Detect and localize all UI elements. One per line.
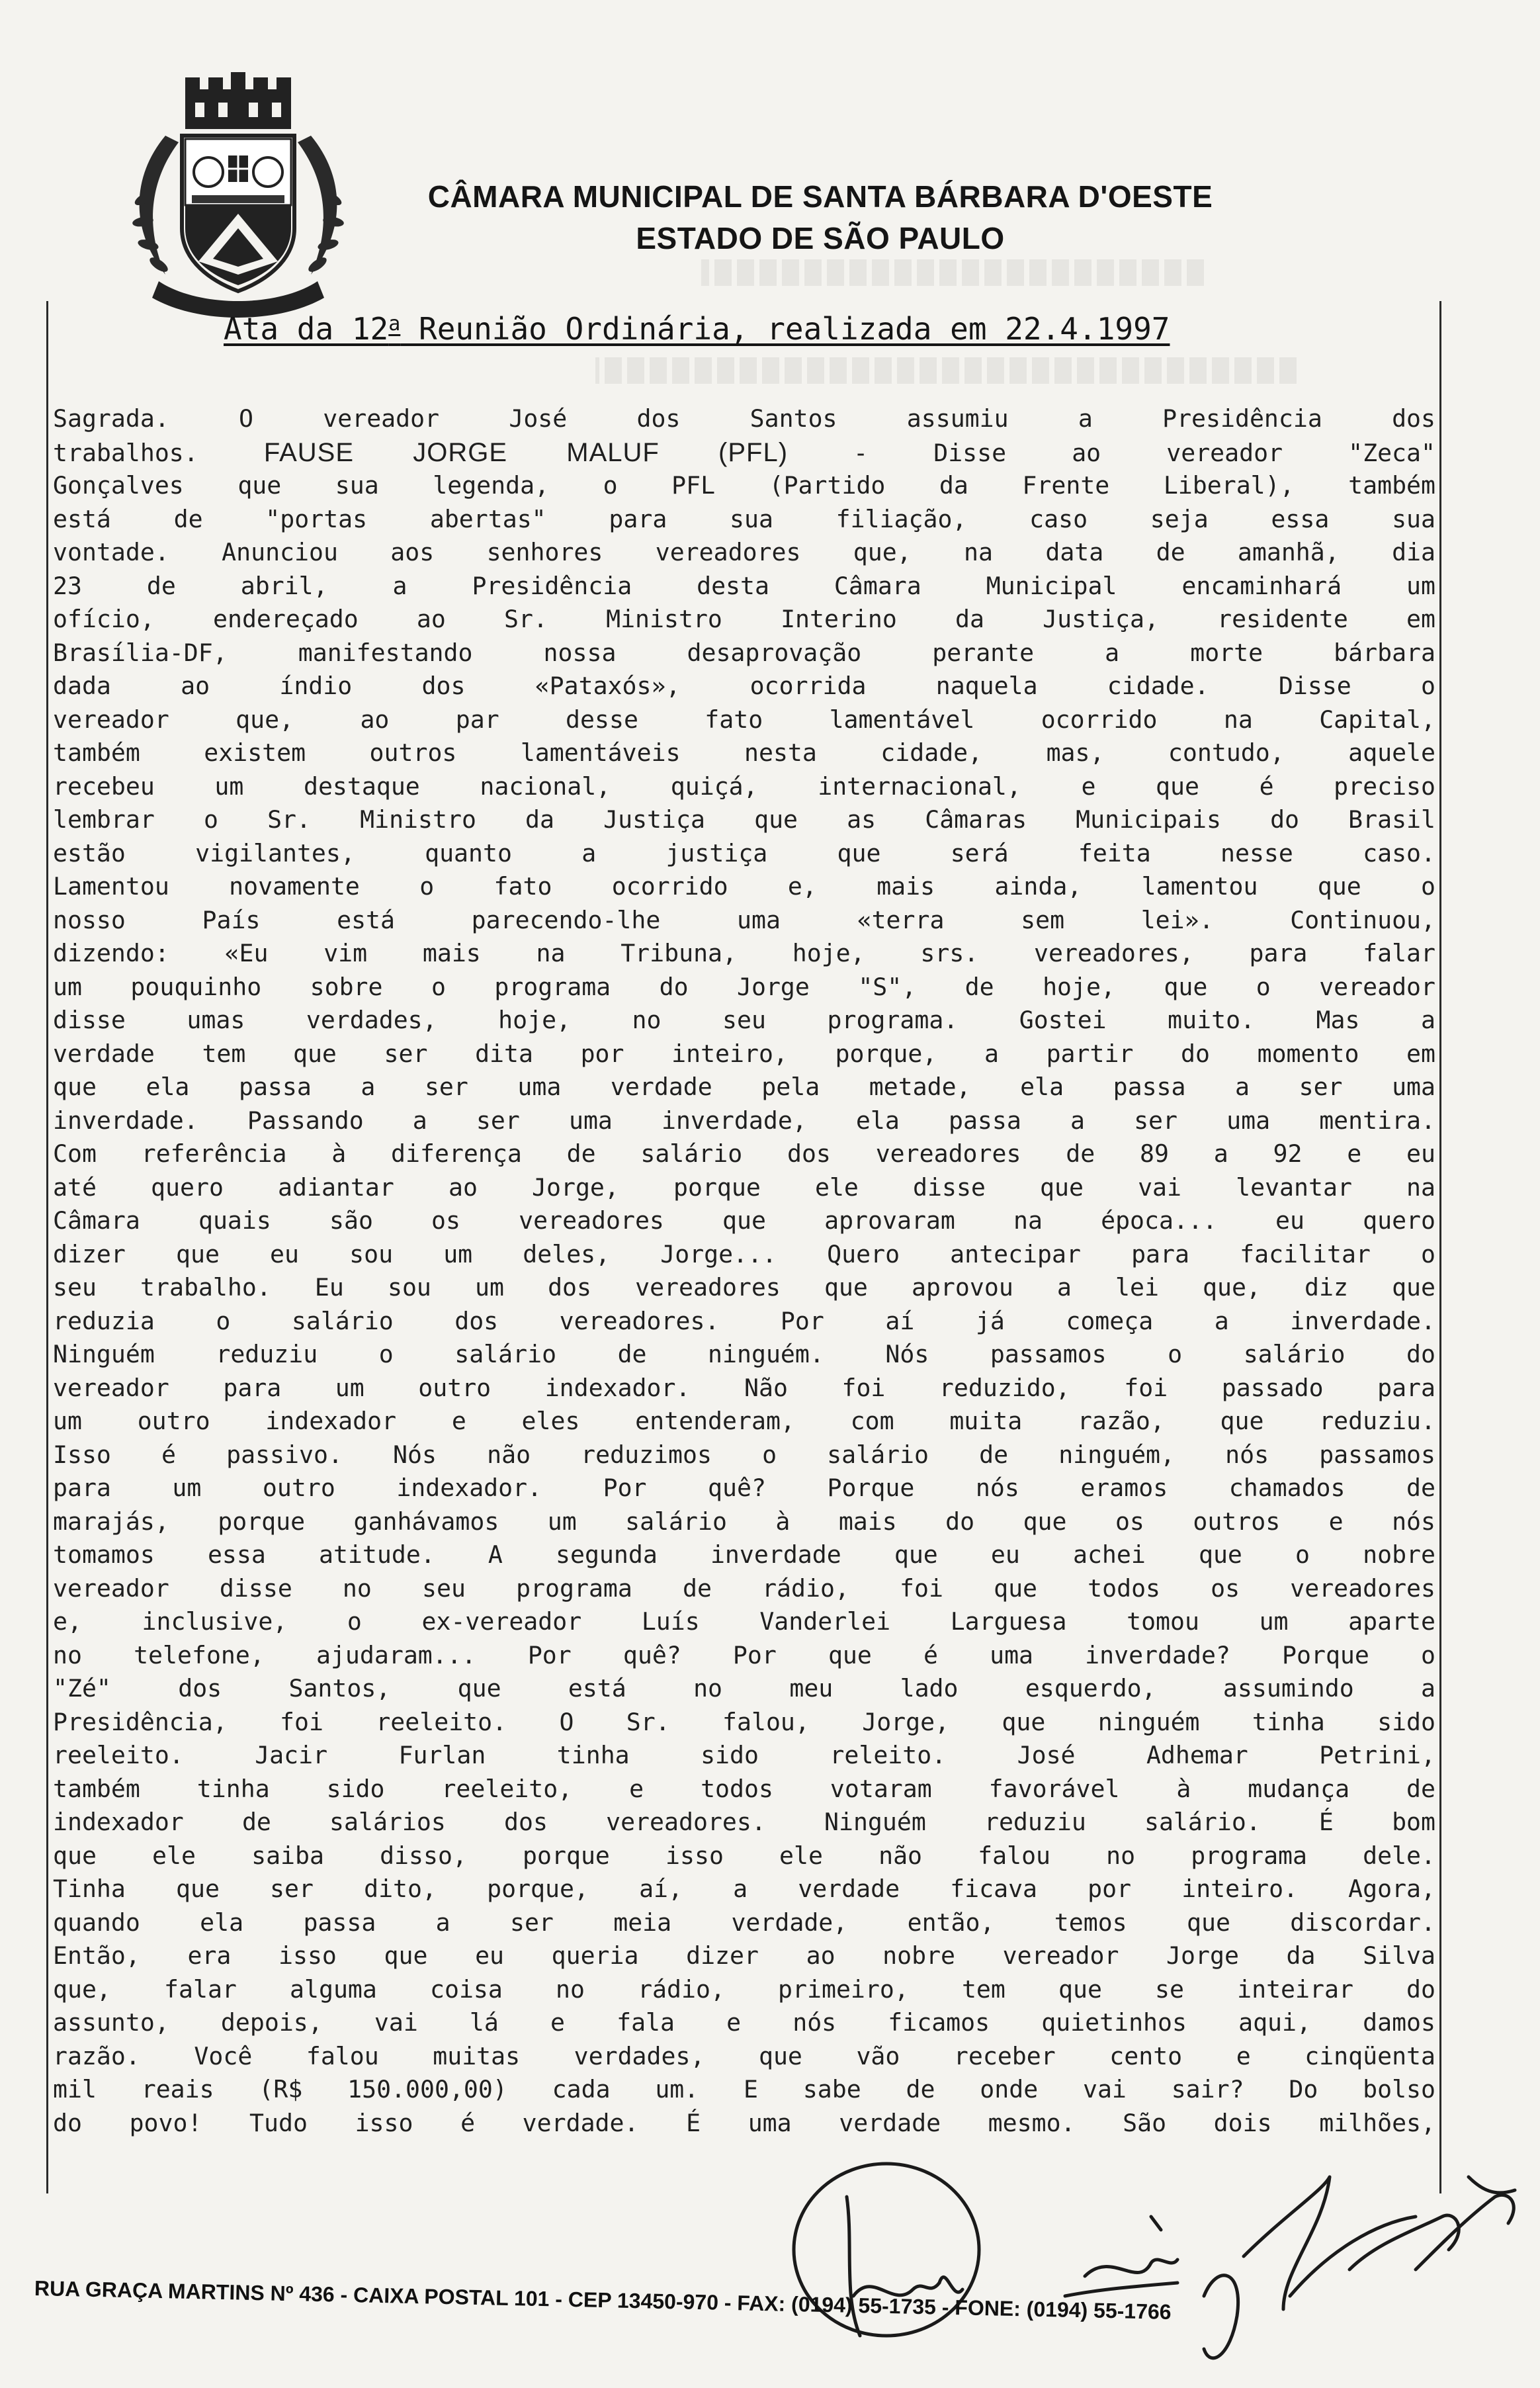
handwritten-signatures-icon xyxy=(781,2098,1540,2382)
body-line: reduzia o salário dos vereadores. Por aí já começa a inverdade. xyxy=(53,1306,1435,1335)
body-line: Presidência, foi reeleito. O Sr. falou, Jorge, que ninguém tinha sido xyxy=(53,1707,1435,1736)
body-line: Com referência à diferença de salário dos vereadores de 89 a 92 e eu xyxy=(53,1139,1435,1168)
body-line: mil reais (R$ 150.000,00) cada um. E sabe de onde vai sair? Do bolso xyxy=(53,2075,1435,2103)
body-line: Isso é passivo. Nós não reduzimos o salário de ninguém, nós passamos xyxy=(53,1440,1435,1469)
body-line: disse umas verdades, hoje, no seu programa. Gostei muito. Mas a xyxy=(53,1006,1435,1034)
speaker-name: FAUSE JORGE MALUF (PFL) xyxy=(263,437,789,467)
body-line: marajás, porque ganhávamos um salário à mais do que os outros e nós xyxy=(53,1507,1435,1536)
body-line: no telefone, ajudaram... Por quê? Por que é uma inverdade? Porque o xyxy=(53,1640,1435,1669)
minutes-title xyxy=(224,311,1170,347)
body-line: Câmara quais são os vereadores que aprovaram na época... eu quero xyxy=(53,1206,1435,1235)
bleed-through-mark xyxy=(701,259,1204,286)
body-line: vontade. Anunciou aos senhores vereadores que, na data de amanhã, dia xyxy=(53,538,1435,566)
municipal-crest-icon xyxy=(119,63,357,321)
body-line: verdade tem que ser dita por inteiro, porque, a partir do momento em xyxy=(53,1039,1435,1068)
body-line: Gonçalves que sua legenda, o PFL (Partido da Frente Liberal), também xyxy=(53,471,1435,500)
left-margin-rule xyxy=(46,301,48,2193)
body-line: tomamos essa atitude. A segunda inverdade que eu achei que o nobre xyxy=(53,1540,1435,1569)
body-line: indexador de salários dos vereadores. Ninguém reduziu salário. É bom xyxy=(53,1808,1435,1836)
body-line: está de "portas abertas" para sua filiação, caso seja essa sua xyxy=(53,504,1435,533)
body-line: Ninguém reduziu o salário de ninguém. Nós passamos o salário do xyxy=(53,1340,1435,1368)
minutes-title-prefix: Ata da 12 xyxy=(224,311,389,347)
minutes-title-suffix: Reunião Ordinária, realizada em 22.4.1997 xyxy=(400,311,1170,347)
body-line: 23 de abril, a Presidência desta Câmara Municipal encaminhará um xyxy=(53,571,1435,600)
council-name: CÂMARA MUNICIPAL DE SANTA BÁRBARA D'OESTE xyxy=(427,179,1213,214)
body-line: dada ao índio dos «Pataxós», ocorrida naquela cidade. Disse o xyxy=(53,672,1435,700)
minutes-title-ordinal: a xyxy=(388,312,401,335)
body-line: lembrar o Sr. Ministro da Justiça que as Câmaras Municipais do Brasil xyxy=(53,805,1435,834)
body-line: Brasília-DF, manifestando nossa desaprovação perante a morte bárbara xyxy=(53,638,1435,667)
body-line: inverdade. Passando a ser uma inverdade, ela passa a ser uma mentira. xyxy=(53,1106,1435,1135)
body-line: até quero adiantar ao Jorge, porque ele disse que vai levantar na xyxy=(53,1172,1435,1202)
body-line: que ela passa a ser uma verdade pela metade, ela passa a ser uma xyxy=(53,1073,1435,1101)
body-line: ofício, endereçado ao Sr. Ministro Interino da Justiça, residente em xyxy=(53,605,1435,633)
body-line: reeleito. Jacir Furlan tinha sido releito. José Adhemar Petrini, xyxy=(53,1741,1435,1769)
body-line: dizer que eu sou um deles, Jorge... Quero antecipar para facilitar o xyxy=(53,1239,1435,1268)
minutes-body xyxy=(53,402,1435,2140)
body-line: e, inclusive, o ex-vereador Luís Vanderlei Larguesa tomou um aparte xyxy=(53,1607,1435,1636)
state-name: ESTADO DE SÃO PAULO xyxy=(636,221,1005,255)
body-line: vereador disse no seu programa de rádio, foi que todos os vereadores xyxy=(53,1573,1435,1603)
body-line: Lamentou novamente o fato ocorrido e, mais ainda, lamentou que o xyxy=(53,872,1435,901)
body-line: quando ela passa a ser meia verdade, então, temos que discordar. xyxy=(53,1908,1435,1937)
body-line: do povo! Tudo isso é verdade. É uma verdade mesmo. São dois milhões, xyxy=(53,2108,1435,2137)
body-line: que ele saiba disso, porque isso ele não falou no programa dele. xyxy=(53,1841,1435,1870)
bleed-through-mark xyxy=(595,357,1297,384)
body-line: seu trabalho. Eu sou um dos vereadores que aprovou a lei que, diz que xyxy=(53,1273,1435,1302)
body-line: para um outro indexador. Por quê? Porque nós eramos chamados de xyxy=(53,1474,1435,1502)
body-line: um pouquinho sobre o programa do Jorge "S", de hoje, que o vereador xyxy=(53,972,1435,1001)
body-line: estão vigilantes, quanto a justiça que será feita nesse caso. xyxy=(53,838,1435,867)
body-line: dizendo: «Eu vim mais na Tribuna, hoje, srs. vereadores, para falar xyxy=(53,939,1435,967)
body-line: vereador que, ao par desse fato lamentável ocorrido na Capital, xyxy=(53,705,1435,734)
body-line: um outro indexador e eles entenderam, com muita razão, que reduziu. xyxy=(53,1407,1435,1435)
body-line: trabalhos. FAUSE JORGE MALUF (PFL) - Disse ao vereador "Zeca" xyxy=(53,437,1435,467)
body-line: que, falar alguma coisa no rádio, primeiro, tem que se inteirar do xyxy=(53,1974,1435,2004)
body-line: Sagrada. O vereador José dos Santos assumiu a Presidência dos xyxy=(53,404,1435,433)
body-line: Então, era isso que eu queria dizer ao nobre vereador Jorge da Silva xyxy=(53,1941,1435,1970)
body-line: recebeu um destaque nacional, quiçá, internacional, e que é preciso xyxy=(53,772,1435,801)
body-line: também existem outros lamentáveis nesta cidade, mas, contudo, aquele xyxy=(53,738,1435,767)
body-line: Tinha que ser dito, porque, aí, a verdade ficava por inteiro. Agora, xyxy=(53,1875,1435,1903)
footer-address: RUA GRAÇA MARTINS Nº 436 - CAIXA POSTAL 101 - CEP 13450-970 - FAX: (0194) 55-1735 - FONE: (0194) 55-1766 xyxy=(34,2276,1172,2324)
right-margin-rule xyxy=(1439,301,1441,2193)
body-line: também tinha sido reeleito, e todos votaram favorável à mudança de xyxy=(53,1774,1435,1803)
body-line: nosso País está parecendo-lhe uma «terra sem lei». Continuou, xyxy=(53,905,1435,934)
body-line: razão. Você falou muitas verdades, que vão receber cento e cinqüenta xyxy=(53,2041,1435,2070)
body-line: "Zé" dos Santos, que está no meu lado esquerdo, assumindo a xyxy=(53,1674,1435,1703)
body-line: assunto, depois, vai lá e fala e nós ficamos quietinhos aqui, damos xyxy=(53,2008,1435,2037)
body-line: vereador para um outro indexador. Não foi reduzido, foi passado para xyxy=(53,1373,1435,1402)
